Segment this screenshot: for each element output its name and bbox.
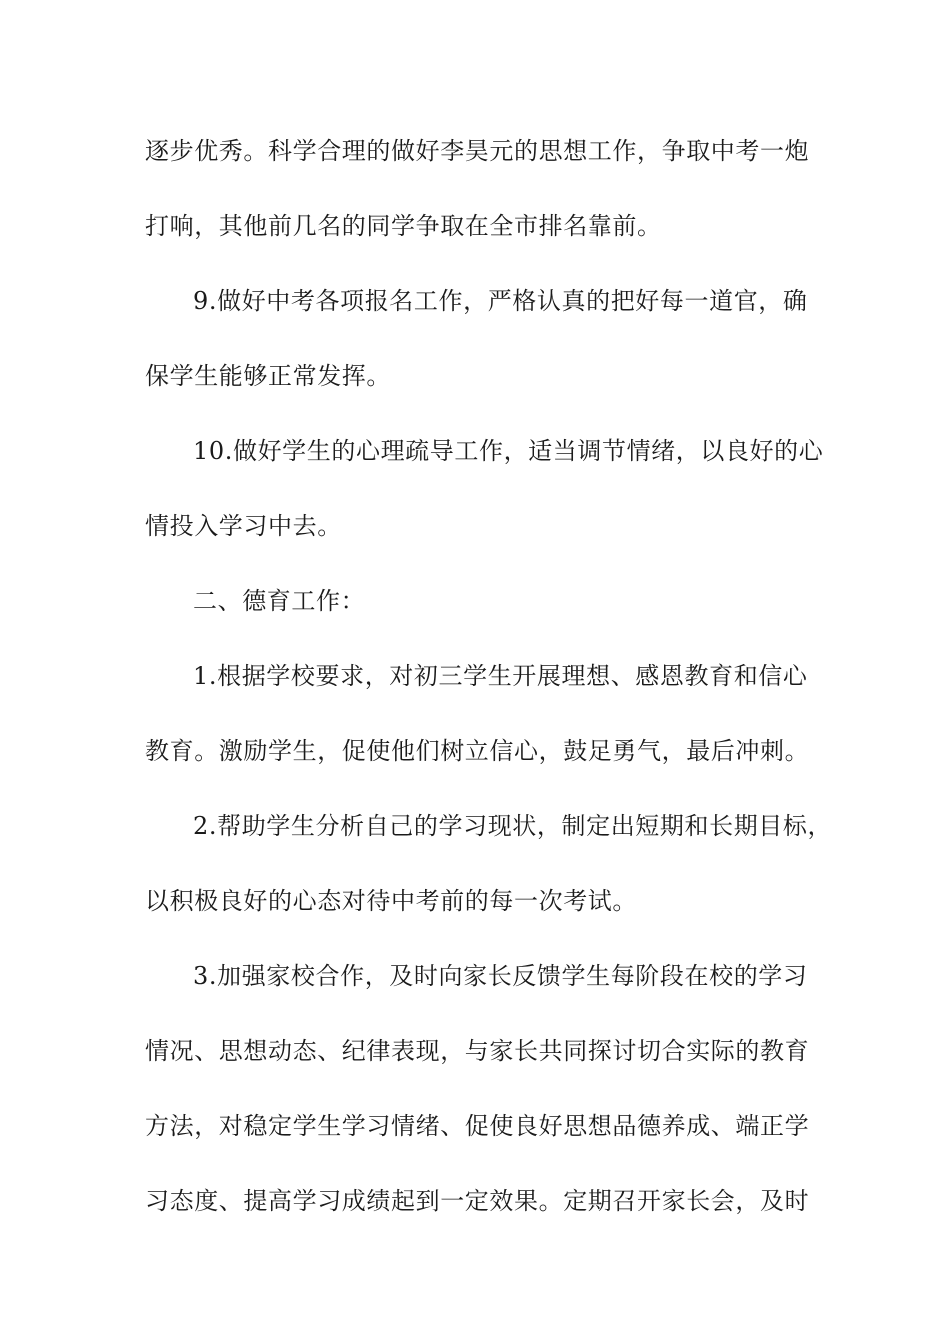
paragraph-item-9: 9.做好中考各项报名工作，严格认真的把好每一道官，确	[193, 287, 808, 315]
text-line: 方法，对稳定学生学习情绪、促使良好思想品德养成、端正学	[145, 1112, 810, 1140]
text-line: 习态度、提高学习成绩起到一定效果。定期召开家长会，及时	[145, 1187, 810, 1215]
section-heading: 二、德育工作：	[193, 587, 366, 615]
paragraph-item-3: 3.加强家校合作，及时向家长反馈学生每阶段在校的学习	[193, 962, 808, 990]
text-line: 情投入学习中去。	[145, 512, 342, 540]
text-line: 打响，其他前几名的同学争取在全市排名靠前。	[145, 212, 662, 240]
paragraph-item-2: 2.帮助学生分析自己的学习现状，制定出短期和长期目标，	[193, 812, 833, 840]
paragraph-item-1: 1.根据学校要求，对初三学生开展理想、感恩教育和信心	[193, 662, 808, 690]
paragraph-item-10: 10.做好学生的心理疏导工作，适当调节情绪，以良好的心	[193, 437, 824, 465]
text-line: 逐步优秀。科学合理的做好李昊元的思想工作，争取中考一炮	[145, 137, 810, 165]
text-line: 以积极良好的心态对待中考前的每一次考试。	[145, 887, 637, 915]
text-line: 保学生能够正常发挥。	[145, 362, 391, 390]
text-line: 教育。激励学生，促使他们树立信心，鼓足勇气，最后冲刺。	[145, 737, 810, 765]
text-line: 情况、思想动态、纪律表现，与家长共同探讨切合实际的教育	[145, 1037, 810, 1065]
